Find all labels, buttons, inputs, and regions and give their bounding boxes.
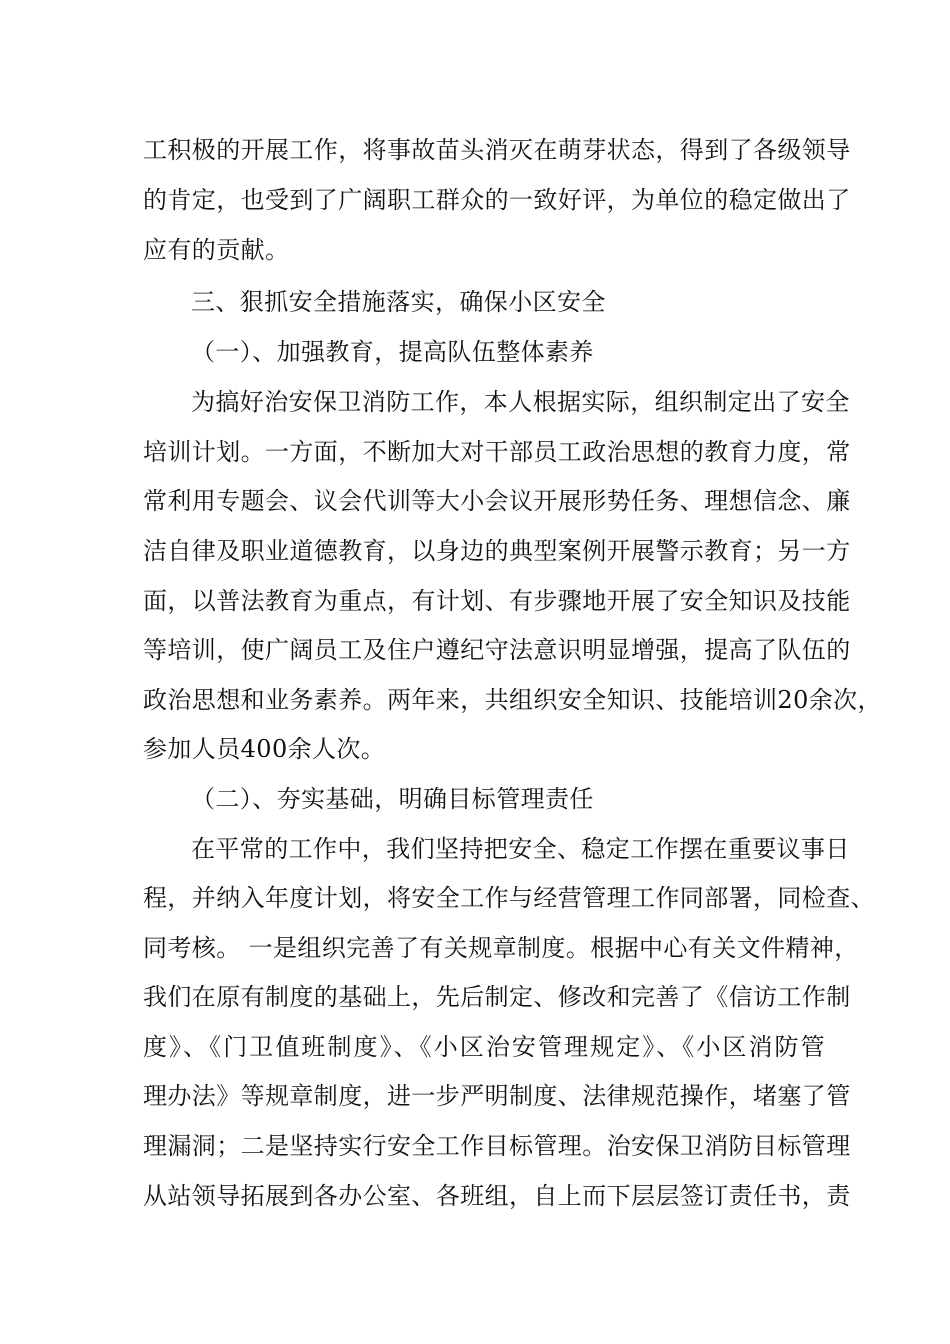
paragraph-line: 同考核。 一是组织完善了有关规章制度。根据中心有关文件精神， — [143, 934, 859, 962]
paragraph-first-line: 为搞好治安保卫消防工作，本人根据实际，组织制定出了安全 — [191, 388, 850, 416]
subsection-heading: （二）、夯实基础，明确目标管理责任 — [191, 785, 594, 813]
paragraph-line: 的肯定，也受到了广阔职工群众的一致好评，为单位的稳定做出了 — [143, 186, 851, 214]
paragraph-line: 理漏洞；二是坚持实行安全工作目标管理。治安保卫消防目标管理 — [143, 1132, 851, 1160]
paragraph-line: 培训计划。一方面，不断加大对干部员工政治思想的教育力度，常 — [143, 438, 851, 466]
paragraph-line: 参加人员400余人次。 — [143, 735, 386, 763]
paragraph-line: 度》、《门卫值班制度》、《小区治安管理规定》、《小区消防管 — [143, 1033, 825, 1061]
paragraph-line: 政治思想和业务素养。两年来，共组织安全知识、技能培训20余次， — [143, 686, 882, 714]
section-heading: 三、狠抓安全措施落实，确保小区安全 — [191, 288, 606, 316]
paragraph-line: 程，并纳入年度计划，将安全工作与经营管理工作同部署，同检查、 — [143, 884, 875, 912]
paragraph-line: 洁自律及职业道德教育，以身边的典型案例开展警示教育；另一方 — [143, 537, 851, 565]
paragraph-line: 工积极的开展工作，将事故苗头消灭在萌芽状态，得到了各级领导 — [143, 136, 851, 164]
paragraph-line: 常利用专题会、议会代训等大小会议开展形势任务、理想信念、廉 — [143, 487, 851, 515]
paragraph-line: 等培训，使广阔员工及住户遵纪守法意识明显增强，提高了队伍的 — [143, 636, 851, 664]
paragraph-line: 面，以普法教育为重点，有计划、有步骤地开展了安全知识及技能 — [143, 587, 851, 615]
paragraph-line: 理办法》等规章制度，进一步严明制度、法律规范操作，堵塞了管 — [143, 1082, 851, 1110]
paragraph-line: 应有的贡献。 — [143, 236, 290, 264]
paragraph-first-line: 在平常的工作中，我们坚持把安全、稳定工作摆在重要议事日 — [191, 835, 850, 863]
paragraph-line: 从站领导拓展到各办公室、各班组，自上而下层层签订责任书，责 — [143, 1182, 851, 1210]
subsection-heading: （一）、加强教育，提高队伍整体素养 — [191, 338, 594, 366]
paragraph-line: 我们在原有制度的基础上，先后制定、修改和完善了《信访工作制 — [143, 983, 851, 1011]
